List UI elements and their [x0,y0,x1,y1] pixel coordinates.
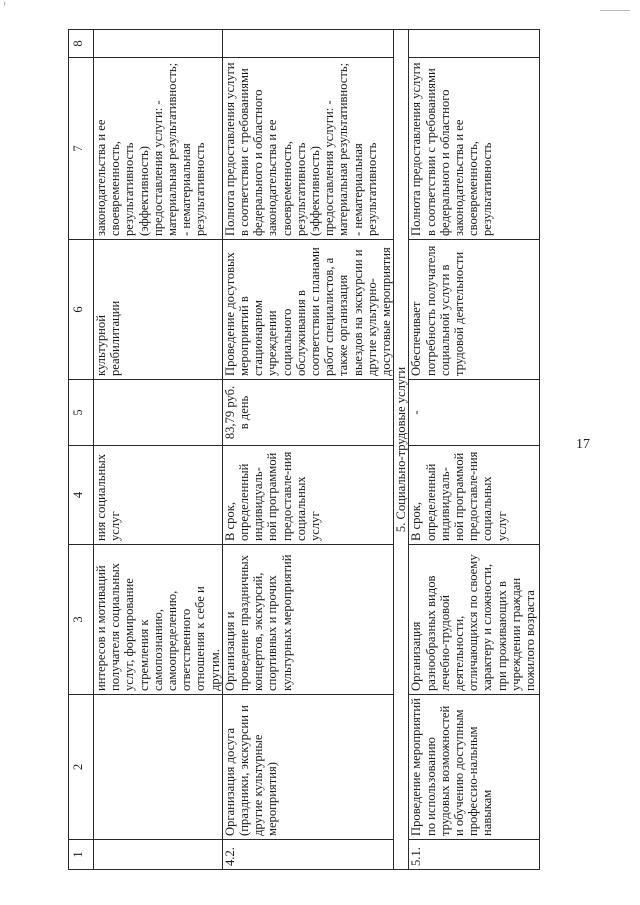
rotated-table-container [68,30,573,870]
cell-quality: Полнота предоставления услуги в соответствии с требованиями федерального и областного законодательства и ее своевременность, результативность [408,58,539,240]
cell-number: 5.1. [408,840,539,870]
section-title: 5. Социально-трудовые услуги [393,30,408,870]
cell-conditions: культурной реабилитации [93,240,222,380]
table-row-4-2 [222,30,393,870]
cell-service-name [93,695,222,840]
header-cell: 4 [68,446,93,545]
cell-price [93,380,222,446]
header-cell: 5 [68,380,93,446]
cell-extra [222,30,393,58]
cell-description: интересов и мотиваций получателя социальных услуг, формирование стремления к самопознанию, самоопределению, ответственного отношения к себе и другим. [93,545,222,695]
cell-description: Организация разнообразных видов лечебно-трудовой деятельности, отличающихся по своему характеру и сложности, при проживающих в учреждении граждан пожилого возраста [408,545,539,695]
header-cell: 7 [68,58,93,240]
services-table [68,29,540,870]
header-row [68,30,93,870]
cell-service-name: Организация досуга (праздники, экскурсии и другие культурные мероприятия) [222,695,393,840]
cell-term: В срок, определенный индивидуаль-ной программой предоставле-ния социальных услуг [222,446,393,545]
cell-price: - [408,380,539,446]
cell-number [93,840,222,870]
page-number: 17 [576,437,590,452]
cell-extra [93,30,222,58]
cell-term: В срок, определенный индивидуаль-ной программой предоставле-ния социальных услуг [408,446,539,545]
cell-service-name: Проведение мероприятий по использованию трудовых возможностей и обучению доступным профессио-нальным навыкам [408,695,539,840]
cell-conditions: Проведение досуговых мероприятий в стационарном учреждении социального обслуживания в соответствии с планами работ специалистов, а также организация выездов на экскурсии и другие культурно-досуговые мероприятия [222,240,393,380]
section-row [393,30,408,870]
table-row-5-1 [408,30,539,870]
cell-number: 4.2. [222,840,393,870]
cell-quality: Полнота предоставления услуги в соответствии с требованиями федерального и областного законодательства и ее своевременность, результативность (эффективность) предоставления услуги: - материальная результативность; - нематериальная результативность [222,58,393,240]
header-cell: 1 [68,840,93,870]
cell-extra [408,30,539,58]
cell-term: ния социальных услуг [93,446,222,545]
cell-price: 83,79 руб. в день [222,380,393,446]
table-row-continued [93,30,222,870]
header-cell: 6 [68,240,93,380]
cell-quality: законодательства и ее своевременность, результативность (эффективность) предоставления услуги: - материальная результативность; - нематериальная результативность [93,58,222,240]
corner-mark: ' [3,0,7,14]
header-cell: 8 [68,30,93,58]
header-cell: 3 [68,545,93,695]
header-cell: 2 [68,695,93,840]
scan-artifact-line [600,10,630,11]
cell-description: Организация и проведение праздничных концертов, экскурсий, спортивных и прочих культурных мероприятий [222,545,393,695]
cell-conditions: Обеспечивает потребность получателя социальной услуги в трудовой деятельности [408,240,539,380]
